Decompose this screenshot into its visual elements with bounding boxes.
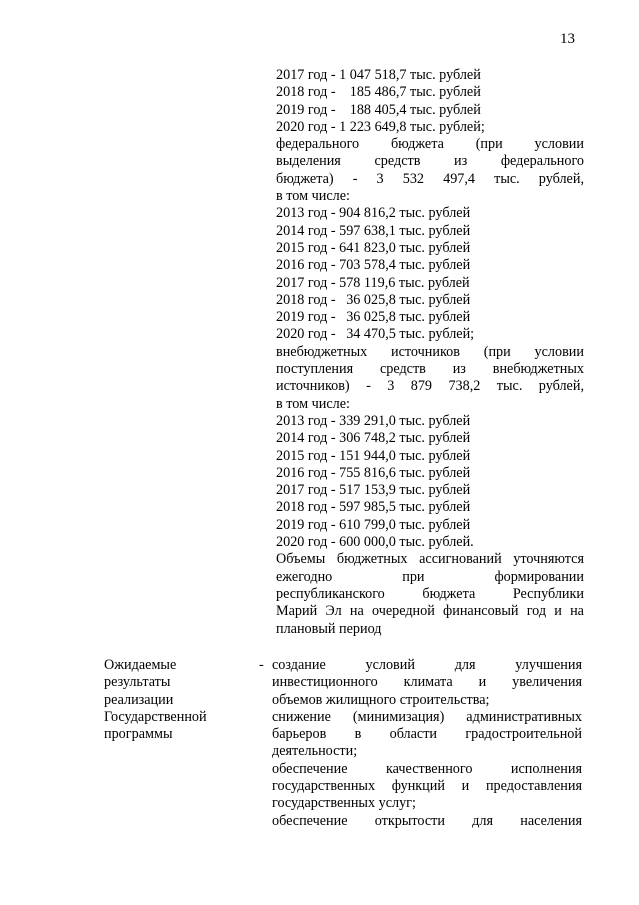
extrabudget-intro-line: источников) - 3 879 738,2 тыс. рублей,: [276, 378, 584, 395]
extrabudget-year-line: 2020 год - 600 000,0 тыс. рублей.: [276, 534, 474, 551]
funding-section: [276, 67, 584, 638]
result-line: обеспечение качественного исполнения: [272, 760, 582, 777]
extrabudget-year-line: 2017 год - 517 153,9 тыс. рублей: [276, 482, 471, 499]
note-line: ежегодно при формировании: [276, 568, 584, 585]
result-item: [272, 709, 582, 761]
note-line: плановый период: [276, 620, 382, 637]
extrabudget-year-line: 2014 год - 306 748,2 тыс. рублей: [276, 430, 471, 447]
funding-line: 2020 год - 1 223 649,8 тыс. рублей;: [276, 118, 485, 135]
expected-results-label: [104, 657, 254, 743]
result-item: [272, 657, 582, 709]
result-line: деятельности;: [272, 743, 358, 760]
label-line: Государственной: [104, 708, 207, 725]
federal-year-line: 2018 год - 36 025,8 тыс. рублей: [276, 291, 471, 308]
result-line: государственных функций и предоставления: [272, 778, 582, 795]
result-item: [272, 813, 582, 830]
extrabudget-year-line: 2019 год - 610 799,0 тыс. рублей: [276, 516, 471, 533]
extrabudget-year-line: 2018 год - 597 985,5 тыс. рублей: [276, 499, 471, 516]
label-line: реализации: [104, 691, 174, 708]
extrabudget-intro-line: внебюджетных источников (при условии: [276, 343, 584, 360]
result-item: [272, 761, 582, 813]
result-line: объемов жилищного строительства;: [272, 691, 490, 708]
federal-year-line: 2017 год - 578 119,6 тыс. рублей: [276, 274, 470, 291]
funding-line: 2017 год - 1 047 518,7 тыс. рублей: [276, 67, 481, 83]
funding-line: 2019 год - 188 405,4 тыс. рублей: [276, 101, 481, 118]
federal-intro-line: бюджета) - 3 532 497,4 тыс. рублей,: [276, 170, 584, 187]
expected-results-list: [272, 657, 582, 830]
result-line: создание условий для улучшения: [272, 657, 582, 673]
federal-intro-line: федерального бюджета (при условии: [276, 136, 584, 153]
result-line: государственных услуг;: [272, 795, 416, 812]
label-line: программы: [104, 726, 173, 743]
label-line: Ожидаемые: [104, 657, 177, 673]
page-number: 13: [560, 31, 575, 47]
extrabudget-intro-line: поступления средств из внебюджетных: [276, 361, 584, 378]
label-line: результаты: [104, 674, 171, 691]
result-line: инвестиционного климата и увеличения: [272, 674, 582, 691]
note-line: республиканского бюджета Республики: [276, 585, 584, 602]
extrabudget-year-line: 2016 год - 755 816,6 тыс. рублей: [276, 464, 471, 481]
label-dash: -: [259, 657, 264, 673]
federal-year-line: 2016 год - 703 578,4 тыс. рублей: [276, 257, 471, 274]
result-line: снижение (минимизация) административных: [272, 708, 582, 725]
federal-year-line: 2019 год - 36 025,8 тыс. рублей: [276, 309, 471, 326]
result-line: барьеров в области градостроительной: [272, 726, 582, 743]
note-line: Марий Эл на очередной финансовый год и на: [276, 603, 584, 620]
federal-intro-line: выделения средств из федерального: [276, 153, 584, 170]
extrabudget-including: в том числе:: [276, 395, 350, 412]
note-line: Объемы бюджетных ассигнований уточняются: [276, 551, 584, 568]
funding-line: 2018 год - 185 486,7 тыс. рублей: [276, 84, 481, 101]
result-line: обеспечение открытости для населения: [272, 812, 582, 829]
federal-year-line: 2015 год - 641 823,0 тыс. рублей: [276, 239, 471, 256]
extrabudget-year-line: 2015 год - 151 944,0 тыс. рублей: [276, 447, 471, 464]
federal-year-line: 2020 год - 34 470,5 тыс. рублей;: [276, 326, 475, 343]
federal-including: в том числе:: [276, 188, 350, 205]
federal-year-line: 2013 год - 904 816,2 тыс. рублей: [276, 205, 471, 222]
federal-year-line: 2014 год - 597 638,1 тыс. рублей: [276, 222, 471, 239]
extrabudget-year-line: 2013 год - 339 291,0 тыс. рублей: [276, 412, 471, 429]
